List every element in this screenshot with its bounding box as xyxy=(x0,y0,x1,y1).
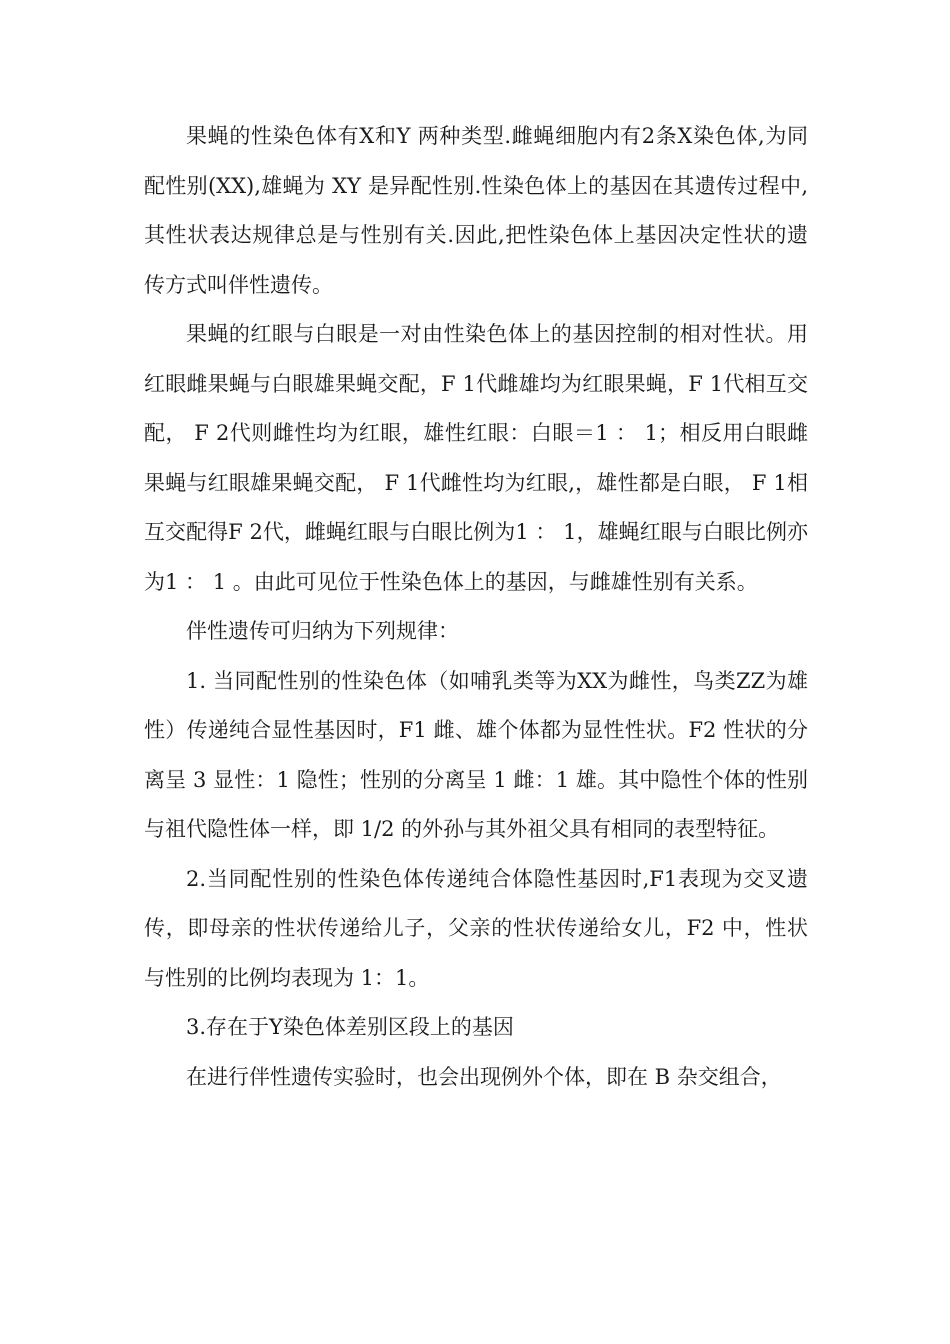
paragraph-rule-3-heading: 3.存在于Y染色体差别区段上的基因 xyxy=(186,1015,514,1039)
paragraph-rule-2: 2.当同配性别的性染色体传递纯合体隐性基因时,F1表现为交叉遗传，即母亲的性状传递给儿子，父亲的性状传递给女儿，F2 中，性状与性别的比例均表现为 1：1。 xyxy=(144,866,808,990)
paragraph-rules-intro: 伴性遗传可归纳为下列规律： xyxy=(186,619,459,643)
document-body xyxy=(144,112,808,1102)
paragraph-exception-individuals: 在进行伴性遗传实验时，也会出现例外个体，即在 B 杂交组合， xyxy=(186,1064,782,1089)
paragraph-rule-1: 1. 当同配性别的性染色体（如哺乳类等为XX为雌性，鸟类ZZ为雄性）传递纯合显性基因时，F1 雌、雄个体都为显性性状。F2 性状的分离呈 3 显性：1 隐性；性别的分离呈 1 雌：1 雄。其中隐性个体的性别与祖代隐性体一样，即 1/2 的外孙与其外祖父具有相同的表型特征。 xyxy=(144,668,808,841)
paragraph-sex-chromosome-intro: 果蝇的性染色体有X和Y 两种类型.雌蝇细胞内有2条X染色体,为同配性别(XX),雄蝇为 XY 是异配性别.性染色体上的基因在其遗传过程中,其性状表达规律总是与性别有关.因此,把性染色体上基因决定性状的遗传方式叫伴性遗传。 xyxy=(144,124,808,297)
paragraph-eye-color-experiment: 果蝇的红眼与白眼是一对由性染色体上的基因控制的相对性状。用红眼雌果蝇与白眼雄果蝇交配，F 1代雌雄均为红眼果蝇，F 1代相互交配， F 2代则雌性均为红眼，雄性红眼：白眼＝1 ： 1；相反用白眼雌果蝇与红眼雄果蝇交配， F 1代雌性均为红眼,，雄性都是白眼， F 1相互交配得F 2代，雌蝇红眼与白眼比例为1 ： 1，雄蝇红眼与白眼比例亦为1 ： 1 。由此可见位于性染色体上的基因，与雌雄性别有关系。 xyxy=(144,322,808,594)
